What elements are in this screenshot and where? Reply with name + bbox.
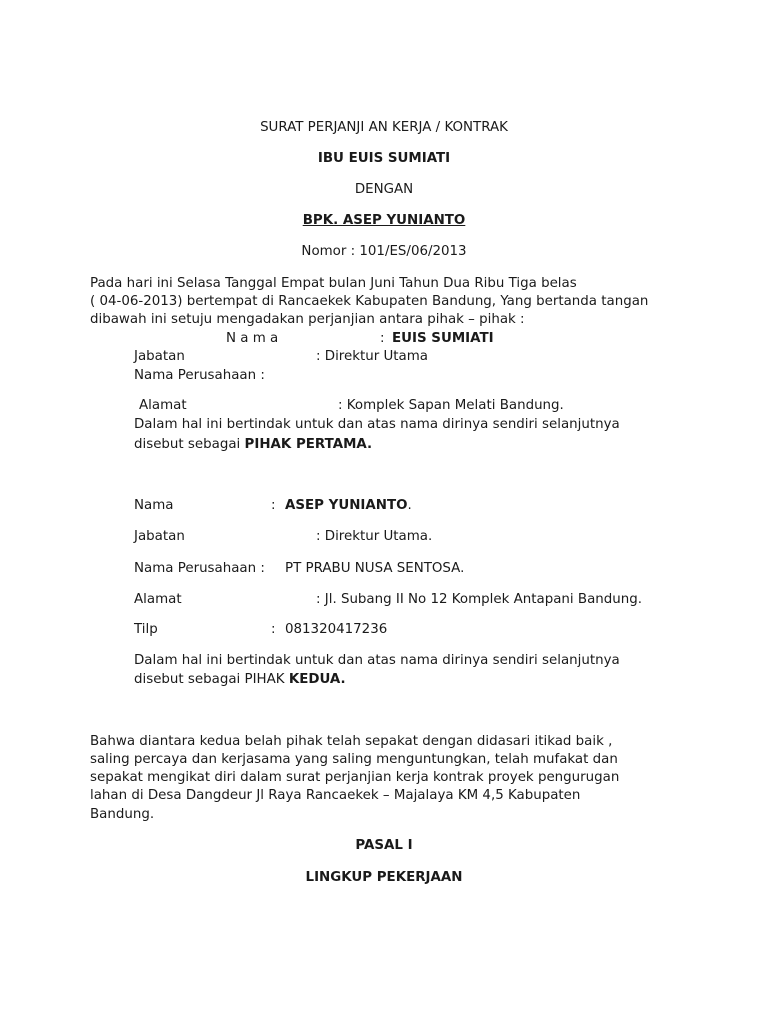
first-party-designation: PIHAK PERTAMA. bbox=[244, 437, 373, 452]
second-party-statement-prefix: disebut sebagai PIHAK bbox=[134, 672, 289, 687]
second-party-name-colon: : bbox=[271, 498, 276, 513]
article-number: PASAL I bbox=[355, 838, 413, 853]
second-party-position-value: : Direktur Utama. bbox=[316, 529, 433, 544]
first-party-name-colon: : bbox=[380, 331, 385, 346]
first-party-position-label: Jabatan bbox=[134, 349, 185, 364]
agreement-line-5: Bandung. bbox=[90, 807, 155, 822]
second-party-position-label: Jabatan bbox=[134, 529, 185, 544]
first-party-address-label: Alamat bbox=[139, 398, 187, 413]
second-party-name-label: Nama bbox=[134, 498, 174, 513]
agreement-line-2: saling percaya dan kerjasama yang saling menguntungkan, telah mufakat dan bbox=[90, 752, 618, 767]
second-party-name-value: ASEP YUNIANTO bbox=[285, 498, 408, 513]
first-party-name-value: EUIS SUMIATI bbox=[392, 331, 494, 346]
second-party-designation: KEDUA. bbox=[288, 672, 346, 687]
second-party-company-label: Nama Perusahaan : bbox=[134, 561, 265, 576]
second-party-name-value-line bbox=[285, 498, 412, 513]
second-party-name-suffix: . bbox=[407, 498, 412, 513]
with-heading: DENGAN bbox=[354, 182, 414, 197]
second-party-heading-text: BPK. ASEP YUNIANTO bbox=[302, 213, 466, 228]
first-party-statement-line-1: Dalam hal ini bertindak untuk dan atas nama dirinya sendiri selanjutnya bbox=[134, 417, 620, 432]
second-party-phone-value: 081320417236 bbox=[285, 622, 388, 637]
intro-line-1: Pada hari ini Selasa Tanggal Empat bulan Juni Tahun Dua Ribu Tiga belas bbox=[90, 276, 577, 291]
first-party-position-value: : Direktur Utama bbox=[316, 349, 429, 364]
second-party-statement-line-2 bbox=[134, 672, 346, 687]
intro-line-2: ( 04-06-2013) bertempat di Rancaekek Kabupaten Bandung, Yang bertanda tangan bbox=[90, 294, 649, 309]
second-party-heading bbox=[0, 213, 768, 228]
second-party-phone-colon: : bbox=[271, 622, 276, 637]
first-party-statement-prefix: disebut sebagai bbox=[134, 437, 245, 452]
document-number: Nomor : 101/ES/06/2013 bbox=[301, 244, 467, 259]
second-party-address-value: : Jl. Subang II No 12 Komplek Antapani Bandung. bbox=[316, 592, 643, 607]
first-party-name-label: N a m a bbox=[226, 331, 279, 346]
agreement-line-1: Bahwa diantara kedua belah pihak telah sepakat dengan didasari itikad baik , bbox=[90, 734, 613, 749]
second-party-company-value: PT PRABU NUSA SENTOSA. bbox=[285, 561, 465, 576]
intro-line-3: dibawah ini setuju mengadakan perjanjian antara pihak – pihak : bbox=[90, 312, 525, 327]
agreement-line-4: lahan di Desa Dangdeur Jl Raya Rancaekek – Majalaya KM 4,5 Kabupaten bbox=[90, 788, 581, 803]
second-party-statement-line-1: Dalam hal ini bertindak untuk dan atas nama dirinya sendiri selanjutnya bbox=[134, 653, 620, 668]
first-party-address-value: : Komplek Sapan Melati Bandung. bbox=[338, 398, 564, 413]
first-party-statement-line-2 bbox=[134, 437, 372, 452]
article-title: LINGKUP PEKERJAAN bbox=[305, 870, 463, 885]
agreement-line-3: sepakat mengikat diri dalam surat perjanjian kerja kontrak proyek pengurugan bbox=[90, 770, 620, 785]
first-party-company-label: Nama Perusahaan : bbox=[134, 368, 265, 383]
document-title: SURAT PERJANJI AN KERJA / KONTRAK bbox=[260, 120, 508, 135]
first-party-heading: IBU EUIS SUMIATI bbox=[317, 151, 451, 166]
second-party-phone-label: Tilp bbox=[134, 622, 158, 637]
second-party-address-label: Alamat bbox=[134, 592, 182, 607]
